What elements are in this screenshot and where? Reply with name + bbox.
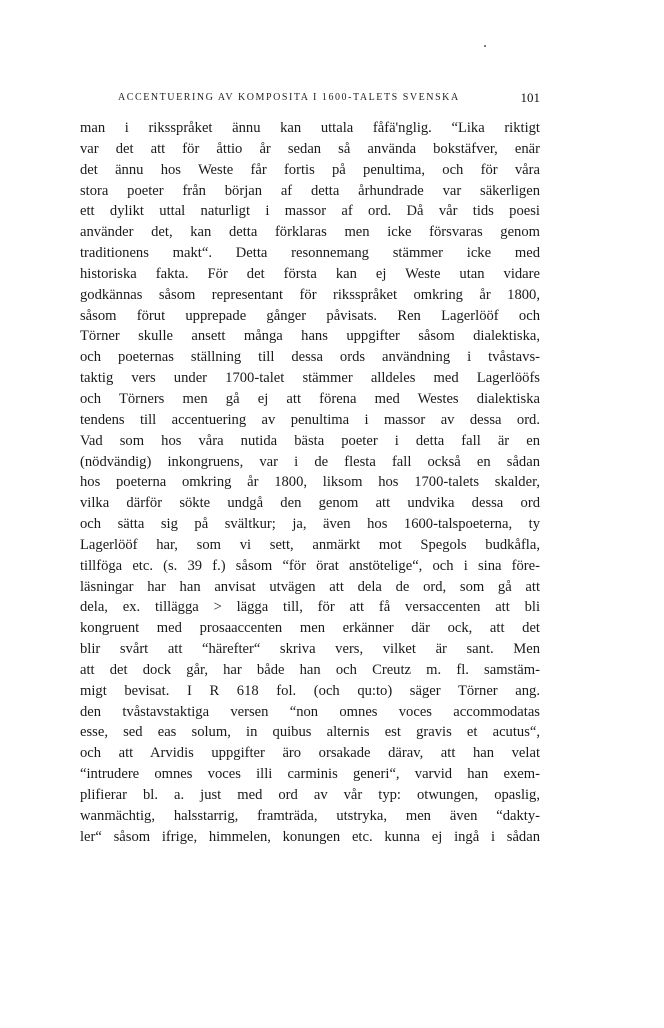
text-line: “intrudere omnes voces illi carminis generi“, varvid han exem- bbox=[80, 766, 540, 783]
text-line: kongruent med prosaaccenten men erkänner där ock, att det bbox=[80, 620, 540, 637]
text-line: det ännu hos Weste får fortis på penultima, och för våra bbox=[80, 161, 540, 178]
ink-speck bbox=[484, 45, 486, 47]
text-line: vilka därför sökte undgå den genom att undvika dessa ord bbox=[80, 495, 540, 512]
text-line: såsom förut upprepade gånger påvisats. Ren Lagerlööf och bbox=[80, 307, 540, 324]
page-header bbox=[118, 90, 540, 108]
page-number: 101 bbox=[520, 90, 540, 105]
text-line: använder det, kan detta förklaras men icke försvaras genom bbox=[80, 224, 540, 241]
text-line: (nödvändig) inkongruens, var i de flesta fall också en sådan bbox=[80, 453, 540, 470]
text-line: ett dylikt uttal naturligt i massor af ord. Då vår tids poesi bbox=[80, 203, 540, 220]
text-line: läsningar har han anvisat utvägen att dela de ord, som gå att bbox=[80, 578, 540, 595]
text-line: historiska fakta. För det första kan ej Weste utan vidare bbox=[80, 265, 540, 282]
text-line: taktig vers under 1700-talet stämmer alldeles med Lagerlööfs bbox=[80, 370, 540, 387]
text-line: blir svårt att “härefter“ skriva vers, vilket är sant. Men bbox=[80, 641, 540, 658]
text-line: plifierar bl. a. just med ord av vår typ: otwungen, opaslig, bbox=[80, 787, 540, 803]
text-line: Lagerlööf har, som vi sett, anmärkt mot Spegols budkåfla, bbox=[80, 536, 540, 553]
running-head: ACCENTUERING AV KOMPOSITA I 1600-TALETS SVENSKA bbox=[118, 92, 460, 103]
body-text bbox=[80, 118, 540, 848]
text-line: esse, sed eas solum, in quibus alternis est gravis et acutus“, bbox=[80, 724, 540, 741]
text-line: och att Arvidis uppgifter äro orsakade därav, att han velat bbox=[80, 745, 540, 762]
text-line: man i riksspråket ännu kan uttala fåfä'nglig. “Lika riktigt bbox=[80, 120, 540, 136]
text-line: dela, ex. tillägga > lägga till, för att få versaccenten att bli bbox=[80, 599, 540, 616]
text-line: och poeternas ställning till dessa ords användning i tvåstavs- bbox=[80, 349, 540, 366]
text-line: ler“ såsom ifrige, himmelen, konungen etc. kunna ej ingå i sådan bbox=[80, 828, 540, 845]
text-line: Törner skulle ansett många hans uppgifter såsom dialektiska, bbox=[80, 328, 540, 345]
text-line: tillföga etc. (s. 39 f.) såsom “för örat anstötelige“, och i sina före- bbox=[80, 557, 540, 574]
text-line: stora poeter från början af detta århundrade var säkerligen bbox=[80, 182, 540, 199]
text-line: tendens till accentuering av penultima i massor av dessa ord. bbox=[80, 411, 540, 428]
text-line: Vad som hos våra nutida bästa poeter i detta fall är en bbox=[80, 432, 540, 449]
text-line: wanmächtig, halsstarrig, framträda, utstryka, men även “dakty- bbox=[80, 807, 540, 824]
text-line: den tvåstavstaktiga versen “non omnes voces accommodatas bbox=[80, 703, 540, 720]
text-line: att det dock går, har både han och Creutz m. fl. samstäm- bbox=[80, 661, 540, 678]
text-line: var det att för åttio år sedan så använda bokstäfver, enär bbox=[80, 140, 540, 157]
text-line: migt bevisat. I R 618 fol. (och qu:to) säger Törner ang. bbox=[80, 682, 540, 699]
text-line: godkännas såsom representant för riksspråket omkring år 1800, bbox=[80, 286, 540, 303]
text-line: och sätta sig på svältkur; ja, även hos 1600-talspoeterna, ty bbox=[80, 516, 540, 533]
text-line: och Törners men gå ej att förena med Westes dialektiska bbox=[80, 390, 540, 407]
text-line: hos poeterna omkring år 1800, liksom hos 1700-talets skalder, bbox=[80, 474, 540, 491]
text-line: traditionens makt“. Detta resonnemang stämmer icke med bbox=[80, 245, 540, 262]
